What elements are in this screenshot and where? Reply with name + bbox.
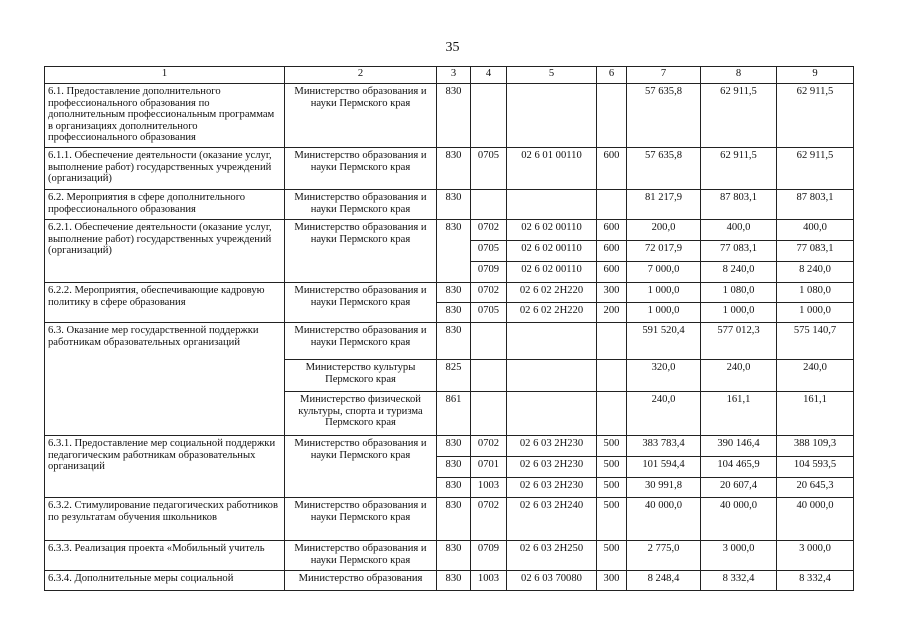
- ministry-name: Министерство образования и науки Пермского края: [285, 283, 437, 323]
- amount-year-3: 8 332,4: [777, 571, 854, 591]
- target-article-code: 02 6 03 2Н230: [507, 457, 597, 478]
- department-code: 830: [437, 190, 471, 220]
- section-code: [471, 360, 507, 392]
- amount-year-2: 77 083,1: [701, 241, 777, 262]
- amount-year-3: 8 240,0: [777, 262, 854, 283]
- amount-year-2: 1 080,0: [701, 283, 777, 303]
- activity-name: 6.1. Предоставление дополнительного профессионального образования по дополнительным профессиональным программам в организациях дополнительного профессионального образования: [45, 84, 285, 148]
- activity-name: 6.2.2. Мероприятия, обеспечивающие кадровую политику в сфере образования: [45, 283, 285, 323]
- expense-type-code: 300: [597, 571, 627, 591]
- column-header: 7: [627, 67, 701, 84]
- section-code: 0702: [471, 498, 507, 541]
- amount-year-2: 62 911,5: [701, 84, 777, 148]
- expense-type-code: 600: [597, 220, 627, 241]
- expense-type-code: [597, 392, 627, 436]
- section-code: 0702: [471, 436, 507, 457]
- amount-year-1: 1 000,0: [627, 303, 701, 323]
- target-article-code: 02 6 01 00110: [507, 148, 597, 190]
- expense-type-code: [597, 84, 627, 148]
- amount-year-3: 1 080,0: [777, 283, 854, 303]
- target-article-code: 02 6 03 2Н230: [507, 436, 597, 457]
- header-row: [45, 67, 854, 84]
- section-code: 0702: [471, 283, 507, 303]
- column-header: 4: [471, 67, 507, 84]
- amount-year-2: 400,0: [701, 220, 777, 241]
- expense-type-code: 500: [597, 478, 627, 498]
- target-article-code: [507, 190, 597, 220]
- amount-year-3: 3 000,0: [777, 541, 854, 571]
- ministry-name: Министерство образования и науки Пермского края: [285, 436, 437, 498]
- section-code: [471, 323, 507, 360]
- column-header: 5: [507, 67, 597, 84]
- ministry-name: Министерство культуры Пермского края: [285, 360, 437, 392]
- target-article-code: 02 6 03 2Н250: [507, 541, 597, 571]
- ministry-name: Министерство образования и науки Пермского края: [285, 84, 437, 148]
- department-code: 830: [437, 84, 471, 148]
- activity-name: 6.3.2. Стимулирование педагогических работников по результатам обучения школьников: [45, 498, 285, 541]
- amount-year-1: 57 635,8: [627, 84, 701, 148]
- section-code: 0701: [471, 457, 507, 478]
- amount-year-3: 1 000,0: [777, 303, 854, 323]
- amount-year-1: 200,0: [627, 220, 701, 241]
- expense-type-code: 500: [597, 498, 627, 541]
- expense-type-code: [597, 190, 627, 220]
- table-row: [45, 283, 854, 303]
- page-number: 35: [445, 40, 460, 55]
- amount-year-1: 40 000,0: [627, 498, 701, 541]
- amount-year-3: 62 911,5: [777, 84, 854, 148]
- amount-year-2: 8 240,0: [701, 262, 777, 283]
- amount-year-1: 2 775,0: [627, 541, 701, 571]
- amount-year-2: 1 000,0: [701, 303, 777, 323]
- target-article-code: 02 6 02 00110: [507, 241, 597, 262]
- ministry-name: Министерство образования и науки Пермского края: [285, 541, 437, 571]
- column-header: 8: [701, 67, 777, 84]
- amount-year-2: 8 332,4: [701, 571, 777, 591]
- section-code: [471, 392, 507, 436]
- ministry-name: Министерство физической культуры, спорта и туризма Пермского края: [285, 392, 437, 436]
- amount-year-1: 383 783,4: [627, 436, 701, 457]
- amount-year-2: 40 000,0: [701, 498, 777, 541]
- amount-year-3: 575 140,7: [777, 323, 854, 360]
- section-code: 1003: [471, 571, 507, 591]
- department-code: 830: [437, 323, 471, 360]
- expense-type-code: 200: [597, 303, 627, 323]
- table-row: [45, 148, 854, 190]
- amount-year-3: 62 911,5: [777, 148, 854, 190]
- department-code: 830: [437, 457, 471, 478]
- section-code: [471, 84, 507, 148]
- amount-year-1: 8 248,4: [627, 571, 701, 591]
- department-code: 830: [437, 498, 471, 541]
- department-code: 830: [437, 148, 471, 190]
- target-article-code: [507, 323, 597, 360]
- section-code: 0705: [471, 303, 507, 323]
- amount-year-2: 104 465,9: [701, 457, 777, 478]
- amount-year-3: 87 803,1: [777, 190, 854, 220]
- target-article-code: [507, 84, 597, 148]
- column-header: 1: [45, 67, 285, 84]
- amount-year-2: 20 607,4: [701, 478, 777, 498]
- department-code: 830: [437, 436, 471, 457]
- amount-year-2: 3 000,0: [701, 541, 777, 571]
- amount-year-1: 81 217,9: [627, 190, 701, 220]
- section-code: 0709: [471, 262, 507, 283]
- activity-name: 6.3.4. Дополнительные меры социальной: [45, 571, 285, 591]
- amount-year-2: 161,1: [701, 392, 777, 436]
- activity-name: 6.1.1. Обеспечение деятельности (оказание услуг, выполнение работ) государственных учреждений (организаций): [45, 148, 285, 190]
- amount-year-1: 320,0: [627, 360, 701, 392]
- table-row: [45, 323, 854, 360]
- target-article-code: 02 6 02 00110: [507, 220, 597, 241]
- column-header: 9: [777, 67, 854, 84]
- target-article-code: 02 6 02 00110: [507, 262, 597, 283]
- amount-year-3: 240,0: [777, 360, 854, 392]
- table-row: [45, 541, 854, 571]
- amount-year-1: 101 594,4: [627, 457, 701, 478]
- amount-year-3: 40 000,0: [777, 498, 854, 541]
- table-row: [45, 571, 854, 591]
- amount-year-3: 20 645,3: [777, 478, 854, 498]
- amount-year-2: 390 146,4: [701, 436, 777, 457]
- ministry-name: Министерство образования и науки Пермского края: [285, 190, 437, 220]
- amount-year-1: 1 000,0: [627, 283, 701, 303]
- expense-type-code: 600: [597, 262, 627, 283]
- amount-year-2: 577 012,3: [701, 323, 777, 360]
- section-code: [471, 190, 507, 220]
- section-code: 0705: [471, 241, 507, 262]
- target-article-code: 02 6 03 2Н240: [507, 498, 597, 541]
- department-code: 825: [437, 360, 471, 392]
- section-code: 0705: [471, 148, 507, 190]
- table-row: [45, 436, 854, 457]
- target-article-code: [507, 392, 597, 436]
- amount-year-2: 87 803,1: [701, 190, 777, 220]
- amount-year-3: 77 083,1: [777, 241, 854, 262]
- target-article-code: 02 6 03 2Н230: [507, 478, 597, 498]
- ministry-name: Министерство образования и науки Пермского края: [285, 220, 437, 283]
- expense-type-code: 600: [597, 241, 627, 262]
- amount-year-1: 72 017,9: [627, 241, 701, 262]
- target-article-code: 02 6 03 70080: [507, 571, 597, 591]
- ministry-name: Министерство образования и науки Пермского края: [285, 148, 437, 190]
- department-code: 830: [437, 571, 471, 591]
- amount-year-1: 30 991,8: [627, 478, 701, 498]
- expense-type-code: [597, 360, 627, 392]
- target-article-code: 02 6 02 2Н220: [507, 303, 597, 323]
- activity-name: 6.3.1. Предоставление мер социальной поддержки педагогическим работникам образовательных организаций: [45, 436, 285, 498]
- activity-name: 6.2.1. Обеспечение деятельности (оказание услуг, выполнение работ) государственных учреждений (организаций): [45, 220, 285, 283]
- department-code: 861: [437, 392, 471, 436]
- ministry-name: Министерство образования: [285, 571, 437, 591]
- column-header: 2: [285, 67, 437, 84]
- department-code: 830: [437, 220, 471, 283]
- department-code: 830: [437, 541, 471, 571]
- amount-year-3: 400,0: [777, 220, 854, 241]
- table-row: [45, 220, 854, 241]
- section-code: 0709: [471, 541, 507, 571]
- ministry-name: Министерство образования и науки Пермского края: [285, 323, 437, 360]
- target-article-code: 02 6 02 2Н220: [507, 283, 597, 303]
- amount-year-3: 388 109,3: [777, 436, 854, 457]
- section-code: 1003: [471, 478, 507, 498]
- budget-table: [44, 66, 854, 591]
- column-header: 3: [437, 67, 471, 84]
- expense-type-code: 500: [597, 541, 627, 571]
- amount-year-2: 62 911,5: [701, 148, 777, 190]
- table-row: [45, 84, 854, 148]
- expense-type-code: 600: [597, 148, 627, 190]
- department-code: 830: [437, 303, 471, 323]
- section-code: 0702: [471, 220, 507, 241]
- amount-year-3: 161,1: [777, 392, 854, 436]
- expense-type-code: [597, 323, 627, 360]
- amount-year-1: 240,0: [627, 392, 701, 436]
- activity-name: 6.2. Мероприятия в сфере дополнительного профессионального образования: [45, 190, 285, 220]
- department-code: 830: [437, 478, 471, 498]
- table-row: [45, 498, 854, 541]
- table-row: [45, 190, 854, 220]
- amount-year-1: 591 520,4: [627, 323, 701, 360]
- amount-year-1: 7 000,0: [627, 262, 701, 283]
- amount-year-2: 240,0: [701, 360, 777, 392]
- ministry-name: Министерство образования и науки Пермского края: [285, 498, 437, 541]
- activity-name: 6.3.3. Реализация проекта «Мобильный учитель: [45, 541, 285, 571]
- expense-type-code: 500: [597, 457, 627, 478]
- expense-type-code: 500: [597, 436, 627, 457]
- amount-year-1: 57 635,8: [627, 148, 701, 190]
- target-article-code: [507, 360, 597, 392]
- amount-year-3: 104 593,5: [777, 457, 854, 478]
- expense-type-code: 300: [597, 283, 627, 303]
- activity-name: 6.3. Оказание мер государственной поддержки работникам образовательных организаций: [45, 323, 285, 436]
- column-header: 6: [597, 67, 627, 84]
- department-code: 830: [437, 283, 471, 303]
